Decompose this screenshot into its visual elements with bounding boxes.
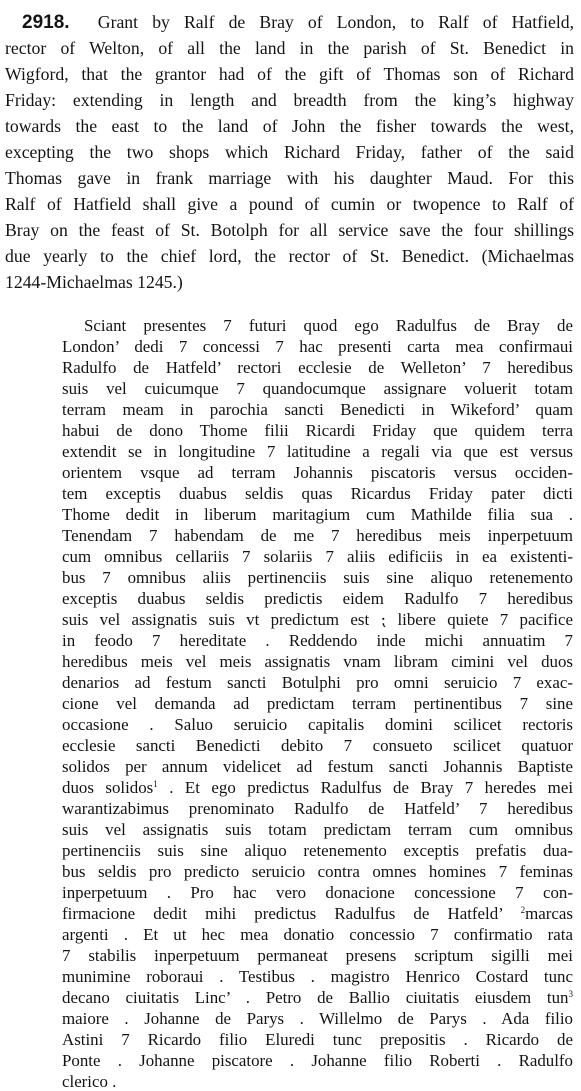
footnote-mark-1: 1	[153, 779, 158, 789]
abstract-line: 1244-Michaelmas 1245.)	[5, 272, 183, 292]
footnote-mark-3: 3	[568, 989, 573, 999]
charter-line: London’ dedi 7 concessi 7 hac presenti carta mea confirmaui	[62, 337, 573, 356]
entry-number: 2918.	[22, 12, 70, 33]
charter-line: extendit se in longitudine 7 latitudine a regali via que est versus	[62, 442, 573, 461]
charter-line: 7 stabilis inperpetuum permaneat presens scriptum sigilli mei	[62, 946, 573, 965]
abstract-line: rector of Welton, of all the land in the parish of St. Benedict in	[5, 38, 574, 58]
abstract-line: Wigford, that the grantor had of the gift of Thomas son of Richard	[5, 64, 574, 84]
abstract-line: Bray on the feast of St. Botolph for all service save the four shillings	[5, 220, 574, 240]
charter-line: firmacione dedit mihi predictus Radulfus de Hatfeld’ $^2$marcas	[62, 904, 573, 923]
charter-line: occasione . Saluo seruicio capitalis domini scilicet rectoris	[62, 715, 573, 734]
charter-line: in feodo 7 hereditate . Reddendo inde michi annuatim 7	[62, 631, 573, 650]
abstract-line: towards the east to the land of John the fisher towards the west,	[5, 116, 574, 136]
charter-line: ecclesie sancti Benedicti debito 7 consueto scilicet quatuor	[62, 736, 573, 755]
charter-line: denarios ad festum sancti Botulphi pro omni seruicio 7 exac-	[62, 673, 573, 692]
charter-line: suis vel assignatis suis vt predictum est ⁏ libere quiete 7 pacifice	[62, 610, 573, 629]
charter-line: munimine roboraui . Testibus . magistro Henrico Costard tunc	[62, 967, 573, 986]
charter-line: cum omnibus cellariis 7 solariis 7 aliis edificiis in ea existenti-	[62, 547, 573, 566]
abstract-line: Thomas gave in frank marriage with his daughter Maud. For this	[5, 168, 574, 188]
charter-line: Astini 7 Ricardo filio Eluredi tunc prepositis . Ricardo de	[62, 1030, 573, 1049]
charter-line: habui de dono Thome filii Ricardi Friday que quidem terra	[62, 421, 573, 440]
abstract-line: excepting the two shops which Richard Friday, father of the said	[5, 142, 574, 162]
charter-line: Radulfo de Hatfeld’ rectori ecclesie de Welleton’ 7 heredibus	[62, 358, 573, 377]
abstract-line: 2918. Grant by Ralf de Bray of London, to Ralf of Hatfield,	[22, 12, 575, 33]
abstract-line: due yearly to the chief lord, the rector of St. Benedict. (Michaelmas	[5, 246, 574, 266]
charter-line: exceptis duabus seldis predictis eidem Radulfo 7 heredibus	[62, 589, 573, 608]
charter-line: cione vel demanda ad predictam terram pertinentibus 7 sine	[62, 694, 573, 713]
charter-line: heredibus meis vel meis assignatis vnam libram cimini vel duos	[62, 652, 573, 671]
charter-line: pertinenciis suis sine aliquo retenemento exceptis prefatis dua-	[62, 841, 573, 860]
charter-line: suis vel assignatis suis totam predictam terram cum omnibus	[62, 820, 573, 839]
charter-line: bus 7 omnibus aliis pertinenciis suis sine aliquo retenemento	[62, 568, 573, 587]
charter-line: Sciant presentes 7 futuri quod ego Radulfus de Bray de	[84, 316, 573, 335]
charter-line: Tenendam 7 habendam de me 7 heredibus meis inperpetuum	[62, 526, 573, 545]
charter-line: Ponte . Johanne piscatore . Johanne filio Roberti . Radulfo	[62, 1051, 573, 1070]
charter-line: argenti . Et ut hec mea donatio concessio 7 confirmatio rata	[62, 925, 573, 944]
abstract-line: Ralf of Hatfield shall give a pound of cumin or twopence to Ralf of	[5, 194, 574, 214]
charter-line: terram meam in parochia sancti Benedicti in Wikeford’ quam	[62, 400, 573, 419]
footnote-mark-2: 2	[520, 905, 526, 915]
charter-line: decano ciuitatis Linc’ . Petro de Ballio ciuitatis eiusdem tun$^3$	[62, 988, 573, 1007]
charter-line: maiore . Johanne de Parys . Willelmo de Parys . Ada filio	[62, 1009, 573, 1028]
abstract-line: Friday: extending in length and breadth from the king’s highway	[5, 90, 574, 110]
charter-line: clerico .	[62, 1072, 117, 1091]
charter-line: orientem vsque ad terram Johannis piscatoris versus occiden-	[62, 463, 573, 482]
charter-line: warantizabimus prenominato Radulfo de Hatfeld’ 7 heredibus	[62, 799, 573, 818]
charter-line: duos solidos$^1$ . Et ego predictus Radulfus de Bray 7 heredes mei	[62, 778, 574, 797]
charter-line: solidos per annum videlicet ad festum sancti Johannis Baptiste	[62, 757, 573, 776]
charter-line: bus seldis pro predicto seruicio contra omnes homines 7 feminas	[62, 862, 573, 881]
charter-line: suis vel cuicumque 7 quandocumque assignare voluerit totam	[62, 379, 573, 398]
charter-line: Thome dedit in liberum maritagium cum Mathilde filia sua .	[62, 505, 573, 524]
charter-line: inperpetuum . Pro hac vero donacione concessione 7 con-	[62, 883, 573, 902]
charter-line: tem exceptis duabus seldis quas Ricardus Friday pater dicti	[62, 484, 573, 503]
